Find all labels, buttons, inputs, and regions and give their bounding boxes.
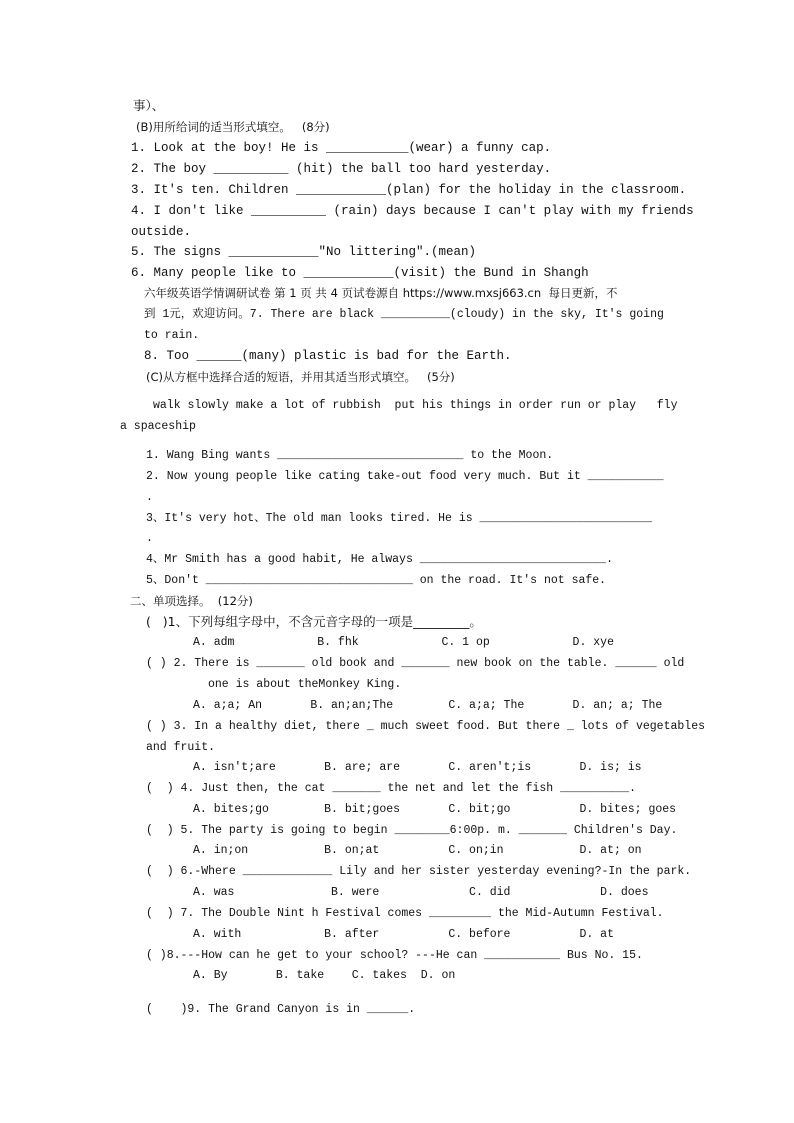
page-footer-line: 六年级英语学情调研试卷 第 1 页 共 4 页试卷源自 https://www.mxsj663.cn 每日更新，不 — [144, 286, 618, 300]
mc-options-5: A. in;on B. on;at C. on;in D. at; on — [193, 844, 642, 857]
question-b3: 3. It's ten. Children ____________(plan) for the holiday in the classroom. — [131, 183, 687, 197]
question-c4: 4、Mr Smith has a good habit, He always ___________________________. — [146, 553, 613, 566]
mc-question-9: ( )9. The Grand Canyon is in ______. — [146, 1003, 416, 1016]
mc-question-5: ( ) 5. The party is going to begin ________6:00p. m. _______ Children's Day. — [146, 824, 678, 837]
question-b4-cont: outside. — [131, 225, 192, 239]
phrase-box-line: walk slowly make a lot of rubbish put his things in order run or play fly — [153, 399, 678, 412]
mc-question-8: ( )8.---How can he get to your school? ---He can ___________ Bus No. 15. — [146, 949, 643, 962]
mc-options-1: A. adm B. fhk C. 1 op D. xye — [193, 636, 614, 649]
question-b7: 到 1元，欢迎访问。7. There are black __________(cloudy) in the sky, It's going — [144, 308, 664, 321]
mc-options-2: A. a;a; An B. an;an;The C. a;a; The D. an; a; The — [193, 699, 663, 712]
phrase-box-line-cont: a spaceship — [120, 420, 196, 433]
question-c5: 5、Don't ______________________________ on the road. It's not safe. — [146, 574, 607, 587]
question-c2: 2. Now young people like cating take-out food very much. But it ___________ — [146, 470, 664, 483]
mc-question-7: ( ) 7. The Double Nint h Festival comes _________ the Mid-Autumn Festival. — [146, 907, 664, 920]
mc-question-4: ( ) 4. Just then, the cat _______ the net and let the fish __________. — [146, 782, 636, 795]
mc-options-3: A. isn't;are B. are; are C. aren't;is D. is; is — [193, 761, 642, 774]
mc-options-8: A. By B. take C. takes D. on — [193, 969, 456, 982]
question-c3-end: . — [146, 532, 153, 545]
mc-question-2-cont: one is about theMonkey King. — [208, 678, 402, 691]
section-b-heading: (B)用所给词的适当形式填空。 (8分) — [136, 120, 330, 134]
question-b5: 5. The signs ____________"No littering".(mean) — [131, 245, 477, 259]
section-2-heading: 二、单项选择。 (12分) — [130, 594, 253, 608]
question-b1: 1. Look at the boy! He is ___________(wear) a funny cap. — [131, 141, 552, 155]
mc-question-2: ( ) 2. There is _______ old book and _______ new book on the table. ______ old — [146, 657, 685, 670]
question-b8: 8. Too ______(many) plastic is bad for the Earth. — [144, 349, 512, 363]
mc-options-4: A. bites;go B. bit;goes C. bit;go D. bites; goes — [193, 803, 677, 816]
mc-question-1: ( )1、下列每组字母中，不含元音字母的一项是_________。 — [146, 614, 482, 629]
question-b7-cont: to rain. — [144, 329, 200, 342]
mc-question-3: ( ) 3. In a healthy diet, there _ much sweet food. But there _ lots of vegetables — [146, 720, 705, 733]
mc-options-6: A. was B. were C. did D. does — [193, 886, 649, 899]
question-c2-end: . — [146, 491, 153, 504]
question-c3: 3、It's very hot、The old man looks tired. He is _________________________ — [146, 512, 653, 525]
mc-question-6: ( ) 6.-Where _____________ Lily and her sister yesterday evening?-In the park. — [146, 865, 692, 878]
mc-options-7: A. with B. after C. before D. at — [193, 928, 614, 941]
section-c-heading: (C)从方框中选择合适的短语，并用其适当形式填空。 (5分) — [146, 370, 455, 384]
question-c1: 1. Wang Bing wants ___________________________ to the Moon. — [146, 449, 554, 462]
mc-question-3-cont: and fruit. — [146, 741, 216, 754]
question-b6: 6. Many people like to ____________(visit) the Bund in Shangh — [131, 266, 589, 280]
line-fragment: 事）、 — [133, 98, 165, 113]
question-b4: 4. I don't like __________ (rain) days because I can't play with my friends — [131, 204, 694, 218]
question-b2: 2. The boy __________ (hit) the ball too hard yesterday. — [131, 162, 552, 176]
